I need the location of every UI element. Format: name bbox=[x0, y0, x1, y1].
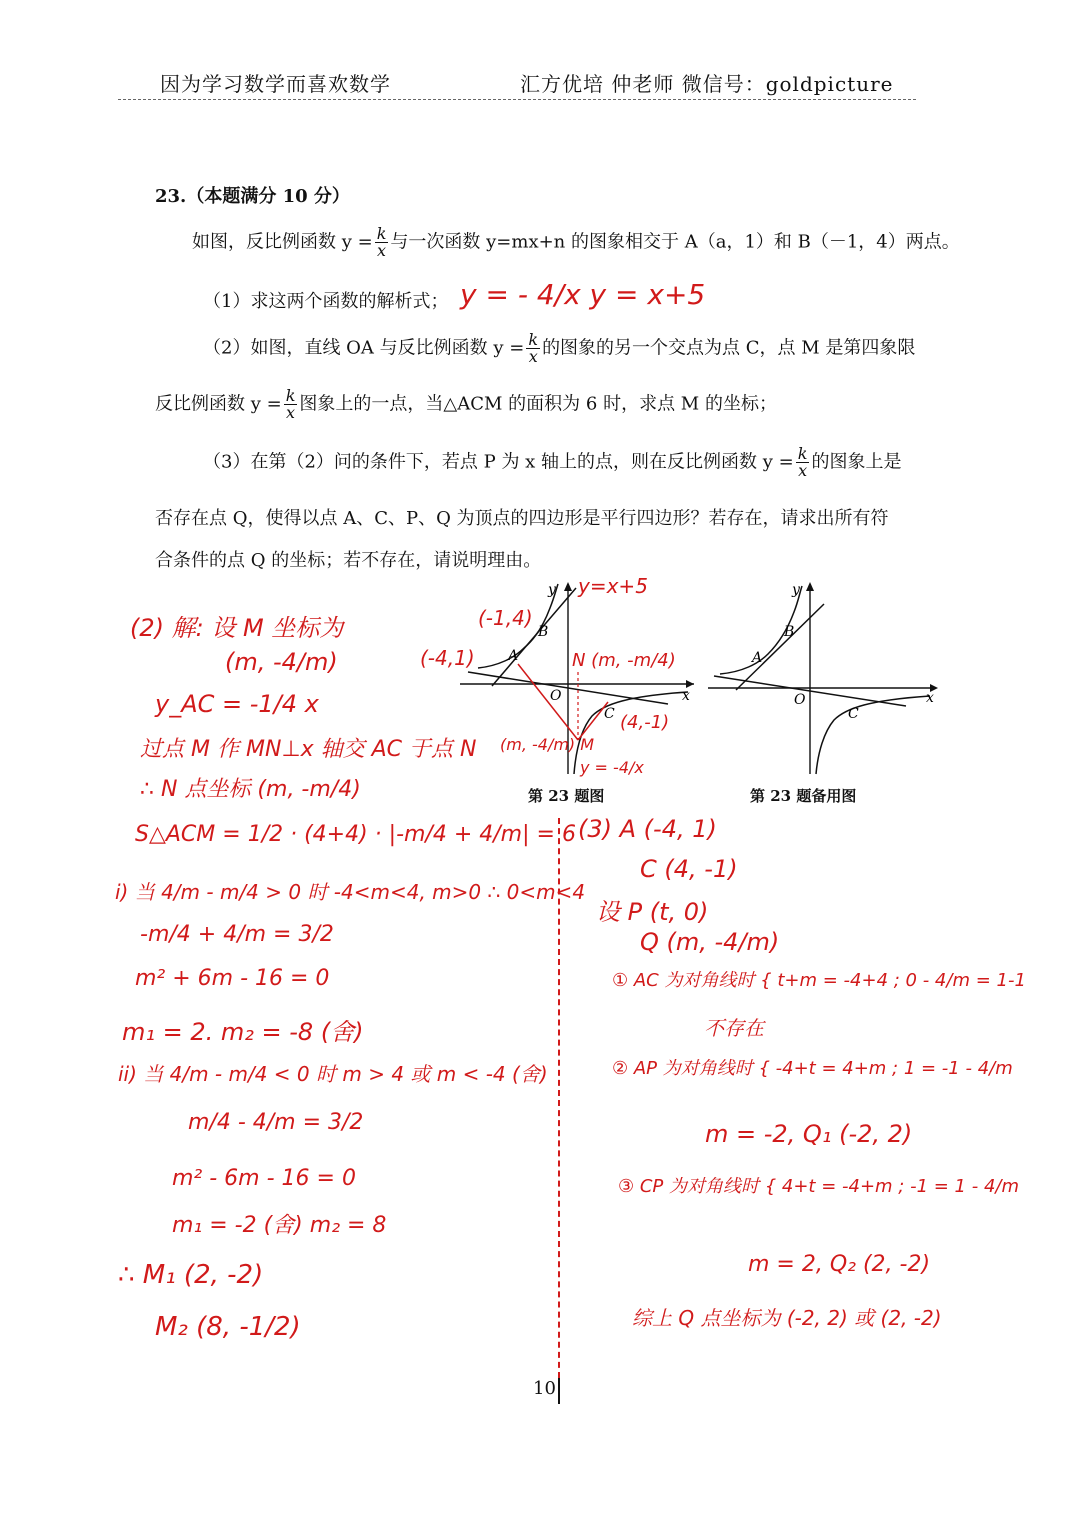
label-y: y bbox=[792, 582, 800, 598]
hw-point-b: (-1,4) bbox=[478, 606, 533, 630]
header-right-text: 汇方优培 仲老师 微信号：goldpicture bbox=[520, 72, 894, 96]
part2-line2: 反比例函数 y = $\frac{k}{x}$ 图象上的一点，当△ACM 的面积为 6 时，求点 M 的坐标； bbox=[155, 386, 777, 422]
fraction-k-over-x: $\frac{k}{x}$ bbox=[797, 444, 808, 480]
label-origin: O bbox=[794, 692, 806, 708]
hw-point-c: (4,-1) bbox=[620, 712, 670, 733]
hw-left-line-13: m² - 6m - 16 = 0 bbox=[172, 1166, 356, 1191]
figure1-caption: 第 23 题图 bbox=[528, 787, 605, 805]
part2-line1: （2）如图，直线 OA 与反比例函数 y = $\frac{k}{x}$ 的图象的另一个交点为点 C，点 M 是第四象限 bbox=[203, 330, 916, 366]
hw-curve-label: y = -4/x bbox=[580, 758, 644, 777]
segment-am bbox=[518, 664, 578, 740]
hyperbola-branch-lower bbox=[816, 696, 930, 774]
page-number: 10 bbox=[533, 1378, 556, 1399]
part3-line2: 否存在点 Q，使得以点 A、C、P、Q 为顶点的四边形是平行四边形？若存在，请求出所有符 bbox=[155, 508, 889, 529]
label-c: C bbox=[604, 706, 615, 722]
hw-left-line-4: 过点 M 作 MN⊥x 轴交 AC 于点 N bbox=[140, 737, 477, 762]
hw-left-line-10: m₁ = 2. m₂ = -8 (舍) bbox=[122, 1018, 364, 1046]
hw-left-line-5: ∴ N 点坐标 (m, -m/4) bbox=[140, 777, 361, 802]
hw-right-line-9: ③ CP 为对角线时 { 4+t = -4+m ; -1 = 1 - 4/m bbox=[618, 1176, 1020, 1197]
hw-left-line-9: m² + 6m - 16 = 0 bbox=[135, 966, 330, 991]
y-axis-arrow bbox=[806, 582, 814, 591]
question-number: 23.（本题满分 10 分） bbox=[155, 186, 350, 207]
intro-text-b: 与一次函数 y=mx+n 的图象相交于 A（a，1）和 B（－1，4）两点。 bbox=[390, 231, 960, 253]
hw-point-n: N (m, -m/4) bbox=[572, 650, 676, 671]
fraction-k-over-x: $\frac{k}{x}$ bbox=[376, 224, 387, 260]
label-x: x bbox=[926, 690, 934, 706]
hw-right-line-7: ② AP 为对角线时 { -4+t = 4+m ; 1 = -1 - 4/m bbox=[612, 1058, 1013, 1079]
label-b: B bbox=[784, 624, 795, 640]
hw-right-line-3: 设 P (t, 0) bbox=[596, 898, 709, 926]
hw-left-line-6: S△ACM = 1/2 · (4+4) · |-m/4 + 4/m| = 6 bbox=[135, 822, 576, 847]
hw-right-line-6: 不存在 bbox=[704, 1016, 764, 1040]
hw-left-line-7: i) 当 4/m - m/4 > 0 时 -4<m<4, m>0 ∴ 0<m<4 bbox=[115, 880, 586, 904]
hw-left-line-16: M₂ (8, -1/2) bbox=[155, 1312, 301, 1342]
intro-text-a: 如图，反比例函数 y = bbox=[192, 231, 373, 253]
intro-line bbox=[192, 226, 960, 259]
hw-right-line-10: m = 2, Q₂ (2, -2) bbox=[748, 1252, 931, 1277]
hw-left-line-14: m₁ = -2 (舍) m₂ = 8 bbox=[172, 1213, 387, 1238]
part1-text: （1）求这两个函数的解析式； bbox=[203, 291, 449, 312]
hw-left-line-1: (2) 解: 设 M 坐标为 bbox=[130, 614, 344, 642]
hw-line-label: y=x+5 bbox=[578, 574, 648, 598]
label-c: C bbox=[848, 706, 859, 722]
header-left-text: 因为学习数学而喜欢数学 bbox=[160, 72, 391, 96]
hw-left-line-11: ii) 当 4/m - m/4 < 0 时 m > 4 或 m < -4 (舍) bbox=[118, 1062, 548, 1086]
hw-left-line-8: -m/4 + 4/m = 3/2 bbox=[140, 922, 334, 947]
hw-right-line-8: m = -2, Q₁ (-2, 2) bbox=[705, 1120, 913, 1148]
label-x: x bbox=[682, 688, 690, 704]
label-a: A bbox=[508, 648, 519, 664]
hw-left-line-3: y_AC = -1/4 x bbox=[155, 690, 319, 718]
fraction-k-over-x: $\frac{k}{x}$ bbox=[285, 386, 296, 422]
fraction-k-over-x: $\frac{k}{x}$ bbox=[528, 330, 539, 366]
hw-right-line-1: (3) A (-4, 1) bbox=[578, 815, 717, 843]
x-axis-arrow bbox=[686, 680, 694, 688]
figure2-caption: 第 23 题备用图 bbox=[750, 787, 857, 805]
line-ab bbox=[736, 604, 824, 690]
hw-right-line-2: C (4, -1) bbox=[640, 855, 738, 883]
label-a: A bbox=[752, 650, 763, 666]
hw-right-line-11: 综上 Q 点坐标为 (-2, 2) 或 (2, -2) bbox=[632, 1306, 942, 1330]
hw-point-m: (m, -4/m) M bbox=[500, 735, 595, 754]
label-b: B bbox=[538, 624, 549, 640]
hw-left-line-2: (m, -4/m) bbox=[225, 648, 338, 676]
hw-right-line-4: Q (m, -4/m) bbox=[640, 928, 780, 956]
page-number-bar bbox=[558, 1378, 560, 1404]
header-divider bbox=[118, 99, 916, 100]
figure-backup-graph bbox=[706, 578, 942, 778]
hw-left-line-12: m/4 - 4/m = 3/2 bbox=[188, 1110, 364, 1135]
hw-right-line-5: ① AC 为对角线时 { t+m = -4+4 ; 0 - 4/m = 1-1 bbox=[612, 970, 1026, 991]
hw-left-line-15: ∴ M₁ (2, -2) bbox=[118, 1260, 264, 1290]
part3-line1: （3）在第（2）问的条件下，若点 P 为 x 轴上的点，则在反比例函数 y = $\frac{k}{x}$ 的图象上是 bbox=[203, 444, 902, 480]
hw-point-a: (-4,1) bbox=[420, 646, 475, 670]
line-ab bbox=[492, 588, 576, 686]
part3-line3: 合条件的点 Q 的坐标；若不存在，请说明理由。 bbox=[155, 550, 542, 571]
y-axis-arrow bbox=[564, 582, 572, 591]
label-origin: O bbox=[550, 688, 562, 704]
label-y: y bbox=[548, 582, 556, 598]
answer1-handwriting: y = - 4/x y = x+5 bbox=[460, 278, 706, 311]
